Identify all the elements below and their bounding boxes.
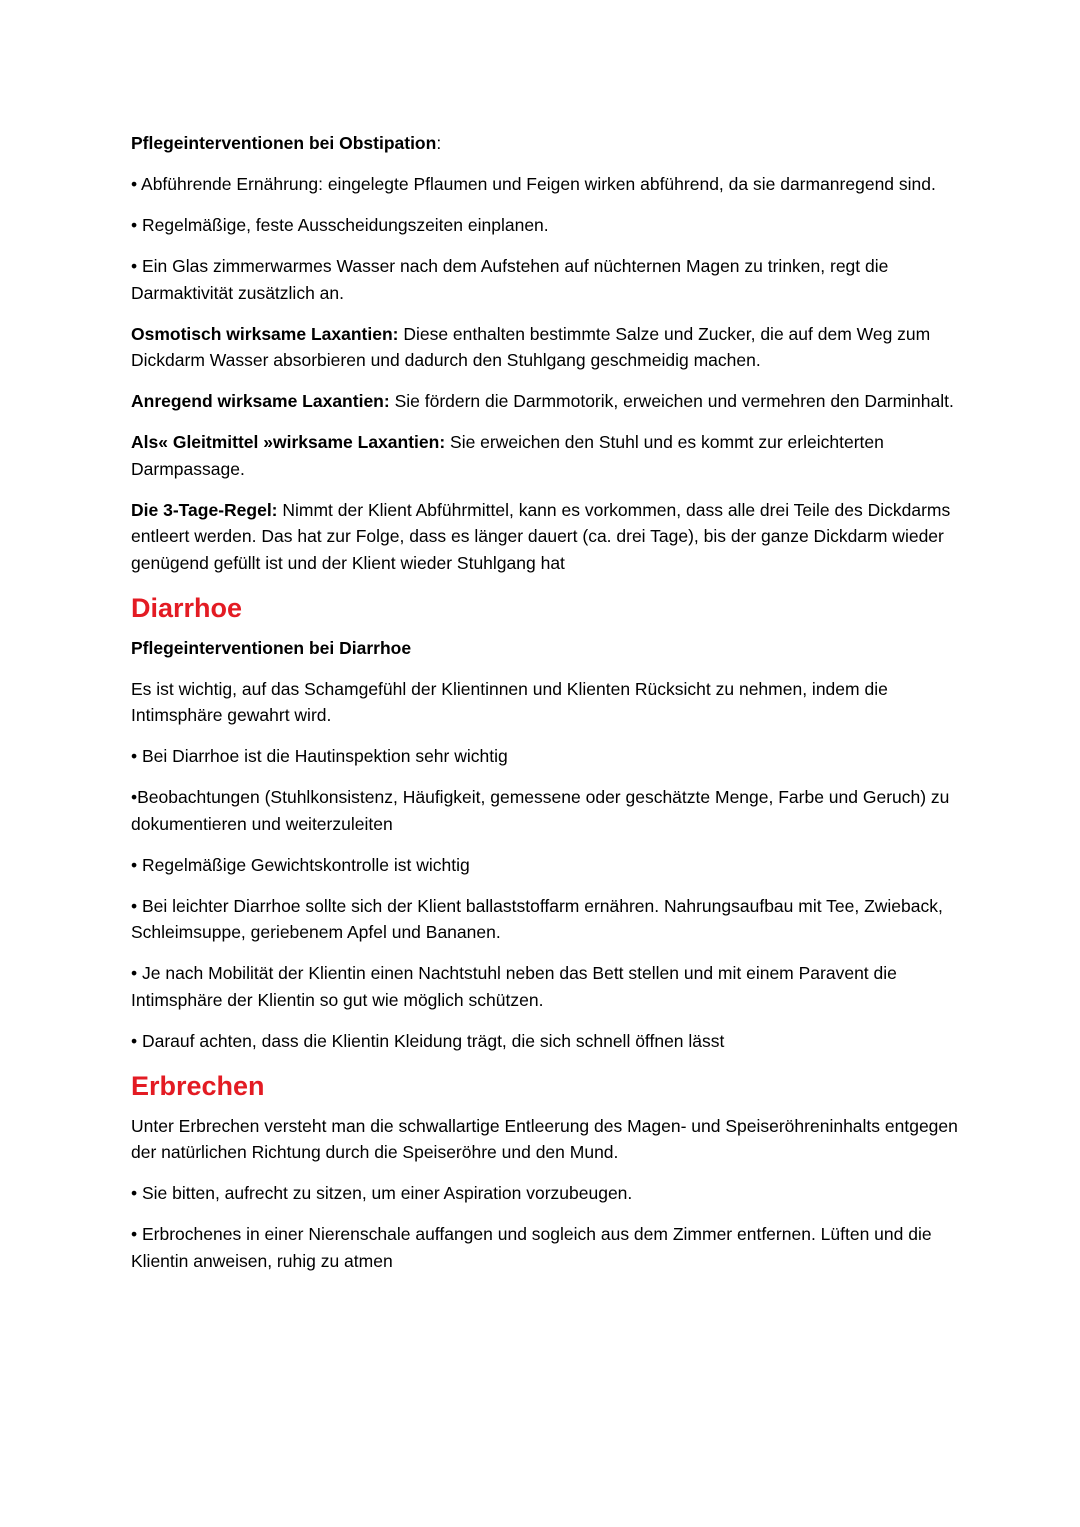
definition-term: Anregend wirksame Laxantien: [131,391,390,411]
obstipation-bullet-3: • Ein Glas zimmerwarmes Wasser nach dem Aufstehen auf nüchternen Magen zu trinken, regt die Darmaktivität zusätzlich an. [131,256,889,303]
diarrhoe-bullet-5: • Je nach Mobilität der Klientin einen Nachtstuhl neben das Bett stellen und mit einem Paravent die Intimsphäre der Klientin so gut wie möglich schützen. [131,963,897,1010]
definition-term: Als« Gleitmittel »wirksame Laxantien: [131,432,446,452]
obstipation-bullet-2: • Regelmäßige, feste Ausscheidungszeiten einplanen. [131,215,549,235]
definition-3-tage-regel [131,497,960,577]
diarrhoe-bullet-2: •Beobachtungen (Stuhlkonsistenz, Häufigkeit, gemessene oder geschätzte Menge, Farbe und Geruch) zu dokumentieren und weiterzuleiten [131,787,950,834]
definition-text: Sie erweichen den Stuhl und es kommt zur erleichterten Darmpassage. [131,432,884,479]
diarrhoe-bullet-4: • Bei leichter Diarrhoe sollte sich der Klient ballaststoffarm ernähren. Nahrungsaufbau mit Tee, Zwieback, Schleimsuppe, geriebenem Apfel und Bananen. [131,895,943,942]
definition-gleitmittel [131,429,960,482]
diarrhoe-bullet-1: • Bei Diarrhoe ist die Hautinspektion sehr wichtig [131,746,508,766]
definition-anregend [131,388,960,415]
erbrechen-bullet-2: • Erbrochenes in einer Nierenschale auffangen und sogleich aus dem Zimmer entfernen. Lüften und die Klientin anweisen, ruhig zu atmen [131,1224,932,1271]
obstipation-title [131,130,960,157]
diarrhoe-bullet-6: • Darauf achten, dass die Klientin Kleidung trägt, die sich schnell öffnen lässt [131,1030,725,1051]
definition-text: Nimmt der Klient Abführmittel, kann es vorkommen, dass alle drei Teile des Dickdarms entleert werden. Das hat zur Folge, dass es länger dauert (ca. drei Tage), bis der ganze Dickdarm wieder genügend gefüllt ist und der Klient wieder Stuhlgang hat [131,499,951,573]
erbrechen-intro: Unter Erbrechen versteht man die schwallartige Entleerung des Magen- und Speiseröhreninhalts entgegen der natürlichen Richtung durch die Speiseröhre und den Mund. [131,1115,958,1162]
diarrhoe-bullet-3: • Regelmäßige Gewichtskontrolle ist wichtig [131,854,470,875]
definition-term: Osmotisch wirksame Laxantien: [131,323,399,344]
obstipation-title-colon: : [436,133,442,153]
diarrhoe-intro: Es ist wichtig, auf das Schamgefühl der Klientinnen und Klienten Rücksicht zu nehmen, indem die Intimsphäre gewahrt wird. [131,678,888,725]
erbrechen-heading: Erbrechen [131,1070,265,1101]
diarrhoe-heading: Diarrhoe [131,592,243,623]
definition-term: Die 3-Tage-Regel: [131,499,278,520]
definition-text: Diese enthalten bestimmte Salze und Zucker, die auf dem Weg zum Dickdarm Wasser absorbieren und dadurch den Stuhlgang geschmeidig machen. [131,323,931,370]
definition-text: Sie fördern die Darmmotorik, erweichen und vermehren den Darminhalt. [389,391,954,411]
diarrhoe-subheading: Pflegeinterventionen bei Diarrhoe [131,637,412,658]
obstipation-bullet-1: • Abführende Ernährung: eingelegte Pflaumen und Feigen wirken abführend, da sie darmanregend sind. [131,174,936,194]
obstipation-title-bold: Pflegeinterventionen bei Obstipation [131,133,437,153]
definition-osmotisch [131,321,960,374]
erbrechen-bullet-1: • Sie bitten, aufrecht zu sitzen, um einer Aspiration vorzubeugen. [131,1183,633,1203]
